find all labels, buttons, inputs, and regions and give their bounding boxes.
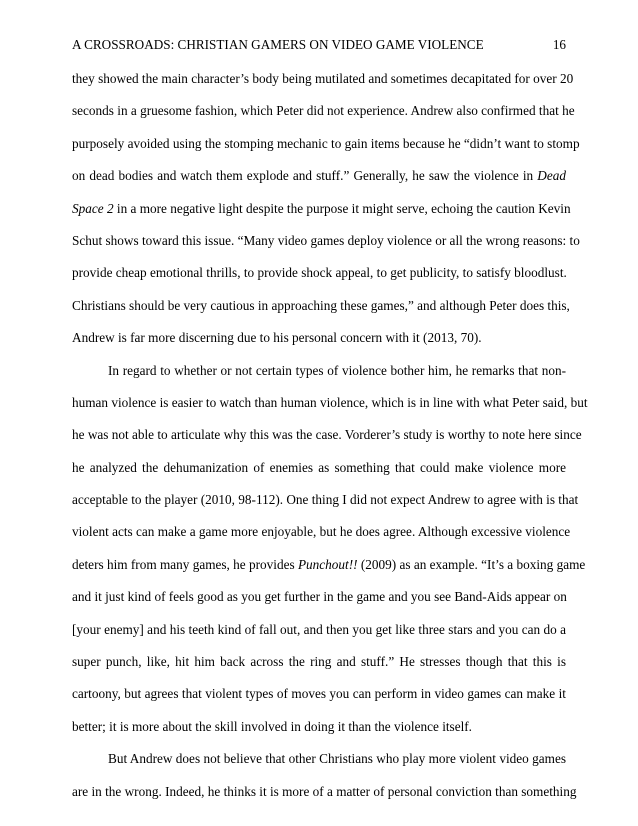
text-segment: Andrew is far more discerning due to his personal concern with it (2013, 70).	[72, 330, 482, 346]
text-segment: (2009) as an example. “It’s a boxing game	[357, 556, 586, 572]
text-line	[72, 167, 566, 199]
text-segment: super punch, like, hit him back across the ring and stuff.” He stresses though that this is	[72, 654, 566, 670]
text-segment: Christians should be very cautious in approaching these games,” and although Peter does this,	[72, 297, 570, 313]
italic-title: Punchout!!	[297, 556, 358, 572]
text-line	[72, 588, 566, 620]
text-line	[72, 459, 566, 491]
text-segment: In regard to whether or not certain types of violence bother him, he remarks that non-	[108, 362, 566, 378]
running-title: A CROSSROADS: CHRISTIAN GAMERS ON VIDEO GAME VIOLENCE	[72, 37, 484, 52]
text-line	[72, 556, 586, 588]
text-line	[72, 102, 575, 134]
page-number: 16	[552, 37, 566, 52]
italic-title: Space 2	[72, 200, 114, 216]
text-segment: in a more negative light despite the purpose it might serve, echoing the caution Kevin	[113, 200, 571, 216]
text-segment: better; it is more about the skill involved in doing it than the violence itself.	[72, 718, 472, 734]
text-line	[72, 426, 582, 458]
text-line	[72, 394, 588, 426]
text-segment: he analyzed the dehumanization of enemies as something that could make violence more	[72, 459, 566, 475]
text-line	[72, 523, 571, 555]
text-segment: human violence is easier to watch than human violence, which is in line with what Peter said, but	[72, 394, 588, 410]
text-segment: seconds in a gruesome fashion, which Peter did not experience. Andrew also confirmed that he	[72, 103, 575, 119]
running-head	[72, 37, 566, 53]
text-segment: are in the wrong. Indeed, he thinks it is more of a matter of personal conviction than something	[72, 783, 577, 799]
text-line	[72, 264, 566, 296]
text-segment: Schut shows toward this issue. “Many video games deploy violence or all the wrong reasons: to	[72, 232, 580, 248]
text-segment: deters him from many games, he provides	[72, 556, 298, 572]
body-text	[72, 70, 588, 815]
text-line	[72, 653, 566, 685]
text-segment: on dead bodies and watch them explode and stuff.” Generally, he saw the violence in	[72, 168, 538, 184]
text-line	[72, 750, 566, 782]
text-line	[72, 329, 566, 361]
text-segment: and it just kind of feels good as you get further in the game and you see Band-Aids appear on	[72, 589, 567, 605]
text-segment: But Andrew does not believe that other Christians who play more violent video games	[108, 751, 566, 767]
text-line	[72, 232, 580, 264]
text-line	[72, 135, 580, 167]
text-segment: purposely avoided using the stomping mechanic to gain items because he “didn’t want to stomp	[72, 135, 580, 151]
text-segment: violent acts can make a game more enjoyable, but he does agree. Although excessive violence	[72, 524, 571, 540]
text-segment: acceptable to the player (2010, 98-112). One thing I did not expect Andrew to agree with is that	[72, 492, 579, 508]
text-line	[72, 621, 566, 653]
text-segment: [your enemy] and his teeth kind of fall out, and then you get like three stars and you can do a	[72, 621, 566, 637]
text-segment: they showed the main character’s body being mutilated and sometimes decapitated for over 20	[72, 71, 574, 86]
italic-title: Dead	[537, 168, 566, 184]
text-line	[72, 491, 579, 523]
text-line	[72, 200, 571, 232]
text-line	[72, 362, 566, 394]
text-line	[72, 783, 577, 815]
text-segment: provide cheap emotional thrills, to provide shock appeal, to get publicity, to satisfy bloodlust.	[72, 265, 567, 281]
text-segment: he was not able to articulate why this was the case. Vorderer’s study is worthy to note here since	[72, 427, 582, 443]
text-line	[72, 297, 570, 329]
text-line	[72, 685, 566, 717]
text-line	[72, 718, 566, 750]
text-line	[72, 70, 574, 102]
text-segment: cartoony, but agrees that violent types of moves you can perform in video games can make it	[72, 686, 566, 702]
